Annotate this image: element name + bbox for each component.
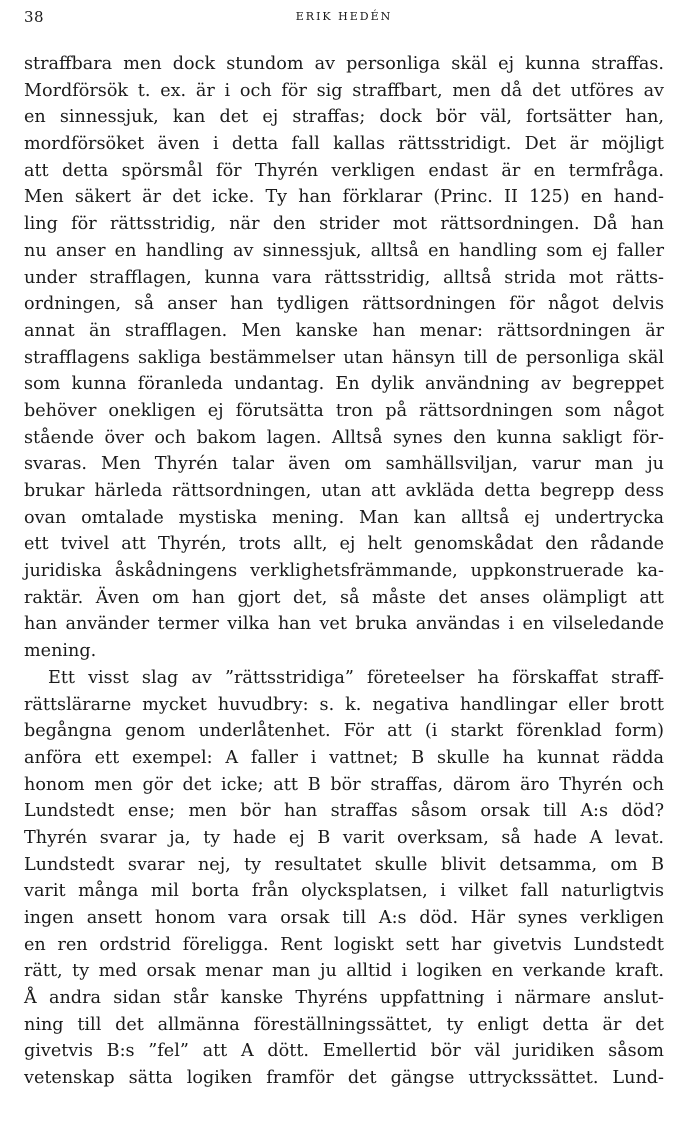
text-line: som kunna föranleda undantag. En dylik användning av begreppet — [24, 374, 664, 395]
text-line: varit många mil borta från olycksplatsen, i vilket fall naturligtvis — [24, 881, 664, 902]
text-line: nu anser en handling av sinnessjuk, alltså en handling som ej faller — [24, 240, 664, 261]
text-line: rätt, ty med orsak menar man ju alltid i logiken en verkande kraft. — [24, 961, 664, 982]
text-line: behöver onekligen ej förutsätta tron på rättsordningen som något — [24, 400, 664, 421]
text-line: en sinnessjuk, kan det ej straffas; dock bör väl, fortsätter han, — [24, 107, 664, 128]
text-line: anföra ett exempel: A faller i vattnet; B skulle ha kunnat rädda — [24, 747, 664, 768]
text-line: en ren ordstrid föreligga. Rent logiskt sett har givetvis Lundstedt — [24, 934, 664, 955]
text-line: ett tvivel att Thyrén, trots allt, ej helt genomskådat den rådande — [24, 534, 664, 555]
text-line: under strafflagen, kunna vara rättsstridig, alltså strida mot rätts- — [24, 267, 664, 288]
text-line: annat än strafflagen. Men kanske han menar: rättsordningen är — [24, 320, 664, 341]
text-line: svaras. Men Thyrén talar även om samhällsviljan, varur man ju — [24, 454, 664, 475]
text-line: Mordförsök t. ex. är i och för sig straffbart, men då det utföres av — [24, 80, 664, 101]
paragraph-end-line: mening. — [24, 641, 97, 662]
text-line: att detta spörsmål för Thyrén verkligen endast är en termfråga. — [24, 160, 664, 181]
page-number: 38 — [24, 8, 45, 26]
text-line: ovan omtalade mystiska mening. Man kan alltså ej undertrycka — [24, 507, 664, 528]
text-line: raktär. Även om han gjort det, så måste det anses olämpligt att — [24, 587, 664, 608]
text-line: Lundstedt svarar nej, ty resultatet skulle blivit detsamma, om B — [24, 854, 664, 875]
text-line: Men säkert är det icke. Ty han förklarar (Princ. II 125) en hand- — [24, 187, 664, 208]
text-line: Å andra sidan står kanske Thyréns uppfattning i närmare anslut- — [24, 988, 664, 1009]
paragraph-start-line: Ett visst slag av ”rättsstridiga” företeelser ha förskaffat straff- — [48, 667, 664, 688]
text-line: han använder termer vilka han vet bruka användas i en vilseledande — [24, 614, 664, 635]
text-line: stående över och bakom lagen. Alltså synes den kunna sakligt för- — [24, 427, 664, 448]
text-line: strafflagens sakliga bestämmelser utan hänsyn till de personliga skäl — [24, 347, 664, 368]
running-title: ERIK HEDÉN — [295, 10, 393, 23]
text-line: ning till det allmänna föreställningssättet, ty enligt detta är det — [24, 1014, 664, 1035]
text-line: brukar härleda rättsordningen, utan att avkläda detta begrepp dess — [24, 481, 664, 501]
text-line: begångna genom underlåtenhet. För att (i starkt förenklad form) — [24, 721, 664, 742]
body-text — [24, 51, 664, 1092]
running-header — [24, 8, 664, 30]
text-line: honom men gör det icke; att B bör straffas, därom äro Thyrén och — [24, 774, 664, 795]
text-line: Thyrén svarar ja, ty hade ej B varit overksam, så hade A levat. — [24, 827, 664, 848]
text-line: vetenskap sätta logiken framför det gängse uttryckssättet. Lund- — [24, 1068, 664, 1089]
text-line: Lundstedt ense; men bör han straffas såsom orsak till A:s död? — [24, 801, 664, 822]
text-line: juridiska åskådningens verklighetsfrämmande, uppkonstruerade ka- — [24, 561, 664, 582]
text-line: mordförsöket även i detta fall kallas rättsstridigt. Det är möjligt — [24, 134, 664, 155]
text-line: rättslärarne mycket huvudbry: s. k. negativa handlingar eller brott — [24, 694, 664, 715]
text-line: ling för rättsstridig, när den strider mot rättsordningen. Då han — [24, 214, 664, 235]
text-line: straffbara men dock stundom av personliga skäl ej kunna straffas. — [24, 54, 664, 74]
text-line: givetvis B:s ”fel” att A dött. Emellertid bör väl juridiken såsom — [24, 1041, 664, 1062]
text-line: ingen ansett honom vara orsak till A:s död. Här synes verkligen — [24, 908, 664, 928]
text-line: ordningen, så anser han tydligen rättsordningen för något delvis — [24, 294, 664, 315]
